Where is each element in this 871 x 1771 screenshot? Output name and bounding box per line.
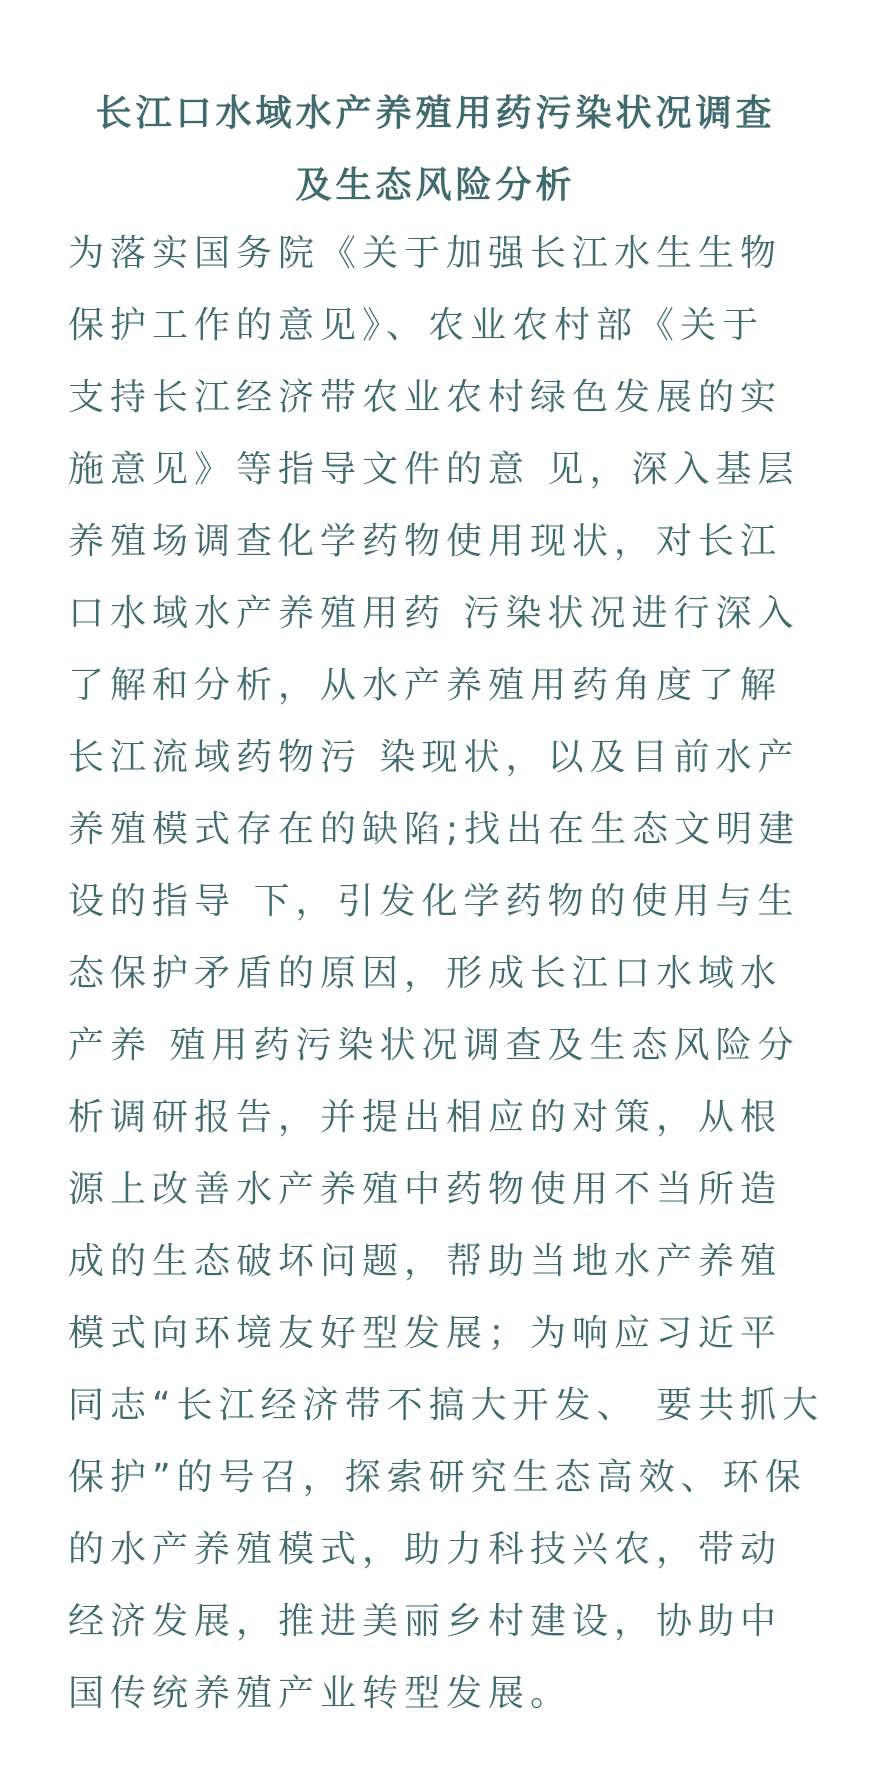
body-paragraph	[68, 218, 858, 1730]
body-line: 了解和分析，从水产养殖用药角度了解	[68, 665, 783, 706]
body-line: 产养 殖用药污染状况调查及生态风险分	[68, 1025, 800, 1066]
body-line: 模式向环境友好型发展；为响应习近平	[68, 1313, 783, 1354]
body-line: 养殖模式存在的缺陷;找出在生态文明建	[68, 809, 801, 850]
body-line: 支持长江经济带农业农村绿色发展的实	[68, 377, 783, 418]
body-line: 的水产养殖模式，助力科技兴农，带动	[68, 1529, 783, 1570]
body-line: 为落实国务院《关于加强长江水生生物	[68, 233, 783, 274]
body-line: 析调研报告，并提出相应的对策，从根	[68, 1097, 783, 1138]
body-line: 养殖场调查化学药物使用现状，对长江	[68, 521, 783, 562]
body-line: 态保护矛盾的原因，形成长江口水域水	[68, 953, 783, 994]
body-line: 经济发展，推进美丽乡村建设，协助中	[68, 1601, 783, 1642]
body-line: 保护工作的意见》、农业农村部《关于	[68, 305, 765, 346]
body-line: 同志“长江经济带不搞大开发、 要共抓大	[68, 1385, 825, 1426]
body-line: 成的生态破坏问题，帮助当地水产养殖	[68, 1241, 783, 1282]
body-line: 源上改善水产养殖中药物使用不当所造	[68, 1169, 783, 1210]
document-title	[0, 78, 871, 222]
body-line: 设的指导 下，引发化学药物的使用与生	[68, 881, 800, 922]
body-line: 国传统养殖产业转型发展。	[68, 1673, 573, 1714]
body-line: 长江流域药物污 染现状，以及目前水产	[68, 737, 800, 778]
body-line: 口水域水产养殖用药 污染状况进行深入	[68, 593, 800, 634]
body-line: 保护”的号召，探索研究生态高效、环保	[68, 1457, 807, 1498]
body-line: 施意见》等指导文件的意 见，深入基层	[68, 449, 800, 490]
title-line-1: 长江口水域水产养殖用药污染状况调查	[95, 93, 776, 134]
title-line-2: 及生态风险分析	[295, 165, 576, 206]
